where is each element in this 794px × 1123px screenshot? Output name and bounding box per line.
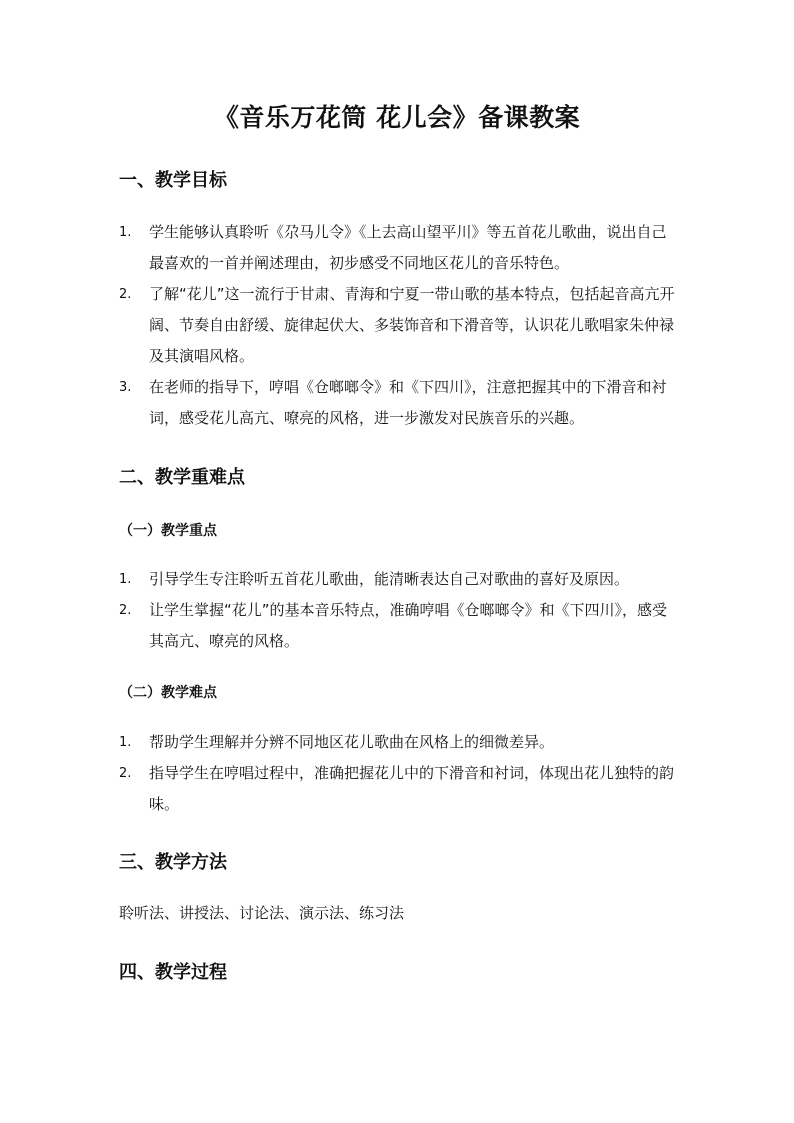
list-number: 2. <box>119 766 132 781</box>
section-heading-process: 四、教学过程 <box>119 962 227 983</box>
list-number: 2. <box>119 287 132 302</box>
subsection-heading-difficulty: （二）教学难点 <box>119 685 217 701</box>
list-item <box>119 217 679 279</box>
objectives-list <box>119 217 679 434</box>
list-number: 1. <box>119 225 132 240</box>
list-item <box>119 595 679 657</box>
list-item-text: 帮助学生理解并分辨不同地区花儿歌曲在风格上的细微差异。 <box>149 733 555 751</box>
list-item-text: 了解“花儿”这一流行于甘肃、青海和宁夏一带山歌的基本特点，包括起音高亢开阔、节奏自由舒缓、旋律起伏大、多装饰音和下滑音等，认识花儿歌唱家朱仲禄及其演唱风格。 <box>149 285 675 365</box>
focus-list <box>119 564 679 657</box>
section-heading-methods: 三、教学方法 <box>119 852 227 873</box>
list-item-text: 让学生掌握“花儿”的基本音乐特点，准确哼唱《仓啷啷令》和《下四川》，感受其高亢、嘹亮的风格。 <box>149 601 668 650</box>
difficulty-list <box>119 727 679 820</box>
list-number: 1. <box>119 735 132 750</box>
list-number: 1. <box>119 572 132 587</box>
list-item-text: 引导学生专注聆听五首花儿歌曲，能清晰表达自己对歌曲的喜好及原因。 <box>149 570 630 588</box>
list-item <box>119 372 679 434</box>
list-item <box>119 727 679 758</box>
list-item <box>119 279 679 372</box>
list-item-text: 在老师的指导下，哼唱《仓啷啷令》和《下四川》，注意把握其中的下滑音和衬词，感受花儿高亢、嘹亮的风格，进一步激发对民族音乐的兴趣。 <box>149 378 667 427</box>
list-item-text: 指导学生在哼唱过程中，准确把握花儿中的下滑音和衬词，体现出花儿独特的韵味。 <box>149 764 675 813</box>
document-title: 《音乐万花筒 花儿会》备课教案 <box>213 103 581 132</box>
section-heading-objectives: 一、教学目标 <box>119 170 227 191</box>
section-heading-key-points: 二、教学重难点 <box>119 467 245 488</box>
list-item <box>119 758 679 820</box>
list-number: 3. <box>119 380 132 395</box>
methods-text: 聆听法、讲授法、讨论法、演示法、练习法 <box>119 904 405 922</box>
list-number: 2. <box>119 603 132 618</box>
list-item <box>119 564 679 595</box>
subsection-heading-focus: （一）教学重点 <box>119 523 217 539</box>
list-item-text: 学生能够认真聆听《尕马儿令》《上去高山望平川》等五首花儿歌曲，说出自己最喜欢的一首并阐述理由，初步感受不同地区花儿的音乐特色。 <box>149 223 667 272</box>
